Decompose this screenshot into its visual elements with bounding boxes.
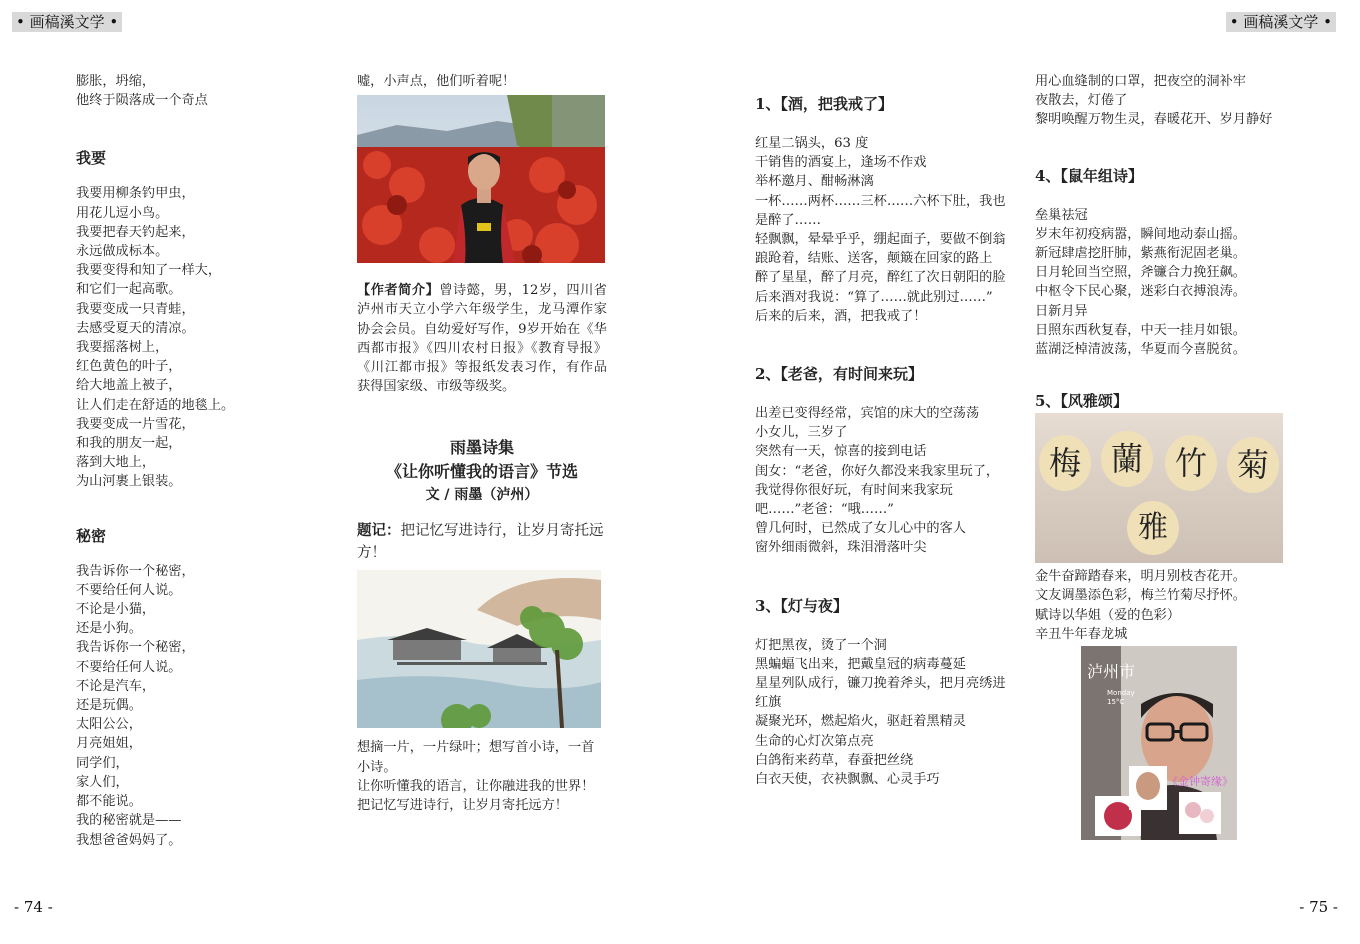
poem-line: 后来酒对我说：“算了……就此别过……”	[755, 289, 993, 305]
epigraph-label: 题记：	[357, 522, 401, 540]
poem-line: 红星二锅头，63 度	[755, 136, 869, 151]
poem-line: 去感受夏天的清凉。	[76, 320, 195, 336]
running-header-right: • 画稿溪文学 •	[1226, 12, 1336, 32]
calligraphy-ju: 菊	[1227, 437, 1279, 493]
running-header-left: • 画稿溪文学 •	[12, 12, 122, 32]
poem-line: 用心血缝制的口罩，把夜空的洞补牢	[1035, 74, 1246, 89]
poem-line: 日月轮回当空照，斧镰合力挽狂飙。	[1035, 265, 1246, 281]
poem-woyao	[76, 184, 276, 491]
poem-line: 星星列队成行，镰刀挽着斧头，把月亮绣进红旗	[755, 676, 1006, 711]
poem-line: 曾几何时，已然成了女儿心中的客人	[755, 521, 966, 537]
section-jiu	[755, 134, 1007, 326]
poem-line: 突然有一天，惊喜的接到电话	[755, 444, 927, 460]
poem-line: 都不能说。	[76, 794, 142, 810]
poem-line: 不要给任何人说。	[76, 582, 182, 598]
section-laoba	[755, 404, 1007, 558]
poem-line: 出差已变得经常，宾馆的床大的空荡荡	[755, 406, 980, 422]
poem-line: 白鸽衔来药草，春蚕把丝绕	[755, 752, 914, 768]
column-1	[76, 72, 276, 850]
section-title-jiu: 1、【酒，把我戒了】	[755, 95, 893, 113]
calligraphy-mei: 梅	[1039, 435, 1091, 491]
poem-line: 踉跄着，结账、送客，颠簸在回家的路上	[755, 251, 993, 267]
poem-line: 醉了星星，醉了月亮，醉红了次日朝阳的脸	[755, 270, 1006, 286]
column-4	[1035, 72, 1287, 840]
author-portrait	[1081, 646, 1237, 840]
poem-line: 红色黄色的叶子，	[76, 359, 182, 375]
poem-line: 我要变成一只青蛙，	[76, 301, 195, 317]
author-photo-image	[357, 95, 605, 263]
poem-line: 不要给任何人说。	[76, 659, 182, 675]
poem-line: 垒巢祛冠	[1035, 207, 1088, 223]
poem-title-mimi: 秘密	[76, 526, 107, 545]
page-number-right: - 75 -	[1299, 898, 1338, 916]
poem-line: 为山河裹上银装。	[76, 474, 182, 490]
poem-line: 让人们走在舒适的地毯上。	[76, 397, 235, 413]
poem-mimi	[76, 562, 276, 850]
poem-line: 日新月异	[1035, 303, 1088, 319]
bio-label: 【作者简介】	[357, 283, 440, 299]
poem-line: 赋诗以华姐（爱的色彩）	[1035, 607, 1181, 623]
poem-excerpt	[357, 738, 607, 815]
poem-line: 金牛奋蹄踏春来，明月别枝杏花开。	[1035, 569, 1246, 585]
poem-line: 我要用柳条钓甲虫，	[76, 186, 195, 202]
section-fengyasong	[1035, 567, 1287, 644]
poem-line: 灯把黑夜，烫了一个洞	[755, 637, 887, 653]
poem-line: 我要变成一片雪花，	[76, 416, 195, 432]
ink-painting-image	[357, 570, 601, 728]
poem-line: 让你听懂我的语言，让你融进我的世界！	[357, 778, 595, 794]
poem-line: 中枢令下民心聚，迷彩白衣搏浪涛。	[1035, 284, 1246, 300]
poem-line: 把记忆写进诗行，让岁月寄托远方！	[357, 798, 568, 814]
poem-line: 举杯邀月、酣畅淋漓	[755, 174, 874, 190]
poem-line: 和我的朋友一起，	[76, 436, 182, 452]
section-title-dengyuye: 3、【灯与夜】	[755, 596, 848, 615]
poem-line: 太阳公公，	[76, 717, 142, 733]
poem-line: 同学们，	[76, 755, 129, 771]
poem-line: 夜散去，灯倦了	[1035, 93, 1128, 109]
author-bio	[357, 281, 607, 396]
poem-line: 和它们一起高歌。	[76, 282, 182, 298]
portrait-tag-label: 《金钟寄缘》	[1167, 775, 1233, 789]
epigraph	[357, 520, 607, 564]
section-title-shunian: 4、【鼠年组诗】	[1035, 166, 1143, 185]
poem-line: 干销售的酒宴上，逢场不作戏	[755, 155, 927, 171]
poem-line: 月亮姐姐，	[76, 736, 142, 752]
poem-line: 闺女：“老爸，你好久都没来我家里玩了，我觉得你很好玩，有时间来我家玩吧……”老爸：“哦……”	[755, 463, 1000, 518]
poem-line: 不论是汽车，	[76, 678, 156, 694]
poem-line: 新冠肆虐挖肝肺，紫燕衔泥固老巢。	[1035, 246, 1246, 262]
page-number-left: - 74 -	[14, 898, 53, 916]
collection-title: 雨墨诗集	[449, 438, 514, 458]
poem-line: 白衣天使，衣袂飘飘、心灵手巧	[755, 772, 940, 788]
poem-line: 给大地盖上被子，	[76, 378, 182, 394]
column-2	[357, 72, 607, 815]
section-dengyuye	[755, 636, 1007, 790]
poem-line: 蓝湖泛棹清波荡，华夏而今喜脱贫。	[1035, 342, 1246, 358]
poem-line: 我告诉你一个秘密，	[76, 640, 195, 656]
poem-line: 辛丑牛年春龙城	[1035, 626, 1128, 642]
poem-line: 我的秘密就是——	[76, 813, 182, 829]
poem-line: 还是玩偶。	[76, 698, 142, 714]
poem-line: 后来的后来，酒，把我戒了！	[755, 308, 927, 324]
column-3	[755, 72, 1007, 789]
poem-line: 岁末年初疫病嚣，瞬间地动泰山摇。	[1035, 226, 1246, 242]
poem-line: 轻飘飘，晕晕乎乎，绷起面子，要做不倒翁	[755, 232, 1006, 248]
section-dengyuye-cont	[1035, 72, 1287, 130]
poem-line: 永远做成标本。	[76, 244, 169, 260]
intro-line: 膨胀，坍缩，	[76, 74, 156, 89]
ink-painting	[357, 570, 601, 728]
collection-author: 文 / 雨墨（泸州）	[425, 487, 539, 504]
poem-line: 凝聚光环，燃起焰火，驱赶着黑精灵	[755, 714, 966, 730]
portrait-city-label: 泸州市	[1087, 662, 1136, 682]
calligraphy-ya: 雅	[1127, 501, 1179, 555]
poem-line: 我要把春天钓起来，	[76, 224, 195, 240]
collection-heading	[357, 436, 607, 506]
collection-subtitle: 《让你听懂我的语言》节选	[385, 462, 578, 482]
poem-line: 黑蝙蝠飞出来，把戴皇冠的病毒蔓延	[755, 656, 966, 672]
calligraphy-image	[1035, 413, 1283, 563]
poem-line: 还是小狗。	[76, 621, 142, 637]
poem-line: 不论是小猫，	[76, 602, 156, 618]
poem-line: 窗外细雨微斜，珠泪滑落叶尖	[755, 540, 927, 556]
section-title-fengyasong: 5、【风雅颂】	[1035, 392, 1128, 411]
poem-line: 我告诉你一个秘密，	[76, 563, 195, 579]
calligraphy-zhu: 竹	[1165, 435, 1217, 491]
poem-line: 文友调墨添色彩，梅兰竹菊尽抒怀。	[1035, 588, 1246, 604]
poem-line: 用花儿逗小鸟。	[76, 205, 169, 221]
portrait-weekday-label: Monday	[1107, 689, 1135, 698]
section-title-laoba: 2、【老爸，有时间来玩】	[755, 365, 923, 384]
poem-line: 想摘一片，一片绿叶；想写首小诗，一首小诗。	[357, 740, 595, 775]
poem-line: 我要变得和知了一样大，	[76, 263, 222, 279]
bio-text: 曾诗懿，男，12岁，四川省泸州市天立小学六年级学生，龙马潭作家协会会员。自幼爱好写作，9岁开始在《华西都市报》《四川农村日报》《教育导报》《川江都市报》等报纸发表习作，有作品获得国家级、市级等级奖。	[357, 283, 607, 395]
author-photo	[357, 95, 605, 263]
poem-line: 黎明唤醒万物生灵，春暖花开、岁月静好	[1035, 112, 1273, 128]
epigraph-text: 把记忆写进诗行，让岁月寄托远方！	[357, 523, 604, 562]
poem-line: 生命的心灯次第点亮	[755, 733, 874, 749]
intro-line: 他终于陨落成一个奇点	[76, 93, 208, 109]
poem-title-woyao: 我要	[76, 149, 107, 168]
portrait-temp-label: 15°C	[1107, 698, 1125, 707]
poem-line: 小女儿，三岁了	[755, 425, 848, 441]
poem-line: 日照东西秋复春，中天一挂月如银。	[1035, 322, 1246, 338]
poem-line: 一杯……两杯……三杯……六杯下肚，我也是醉了……	[755, 193, 1006, 228]
calligraphy-lan: 蘭	[1101, 431, 1153, 487]
poem-line: 我要摇落树上，	[76, 340, 169, 356]
poem-line: 家人们，	[76, 774, 129, 790]
poem-line: 落到大地上，	[76, 455, 156, 471]
poem-line: 我想爸爸妈妈了。	[76, 832, 182, 848]
section-shunian	[1035, 206, 1287, 360]
poem-line: 嘘，小声点，他们听着呢！	[357, 74, 516, 89]
